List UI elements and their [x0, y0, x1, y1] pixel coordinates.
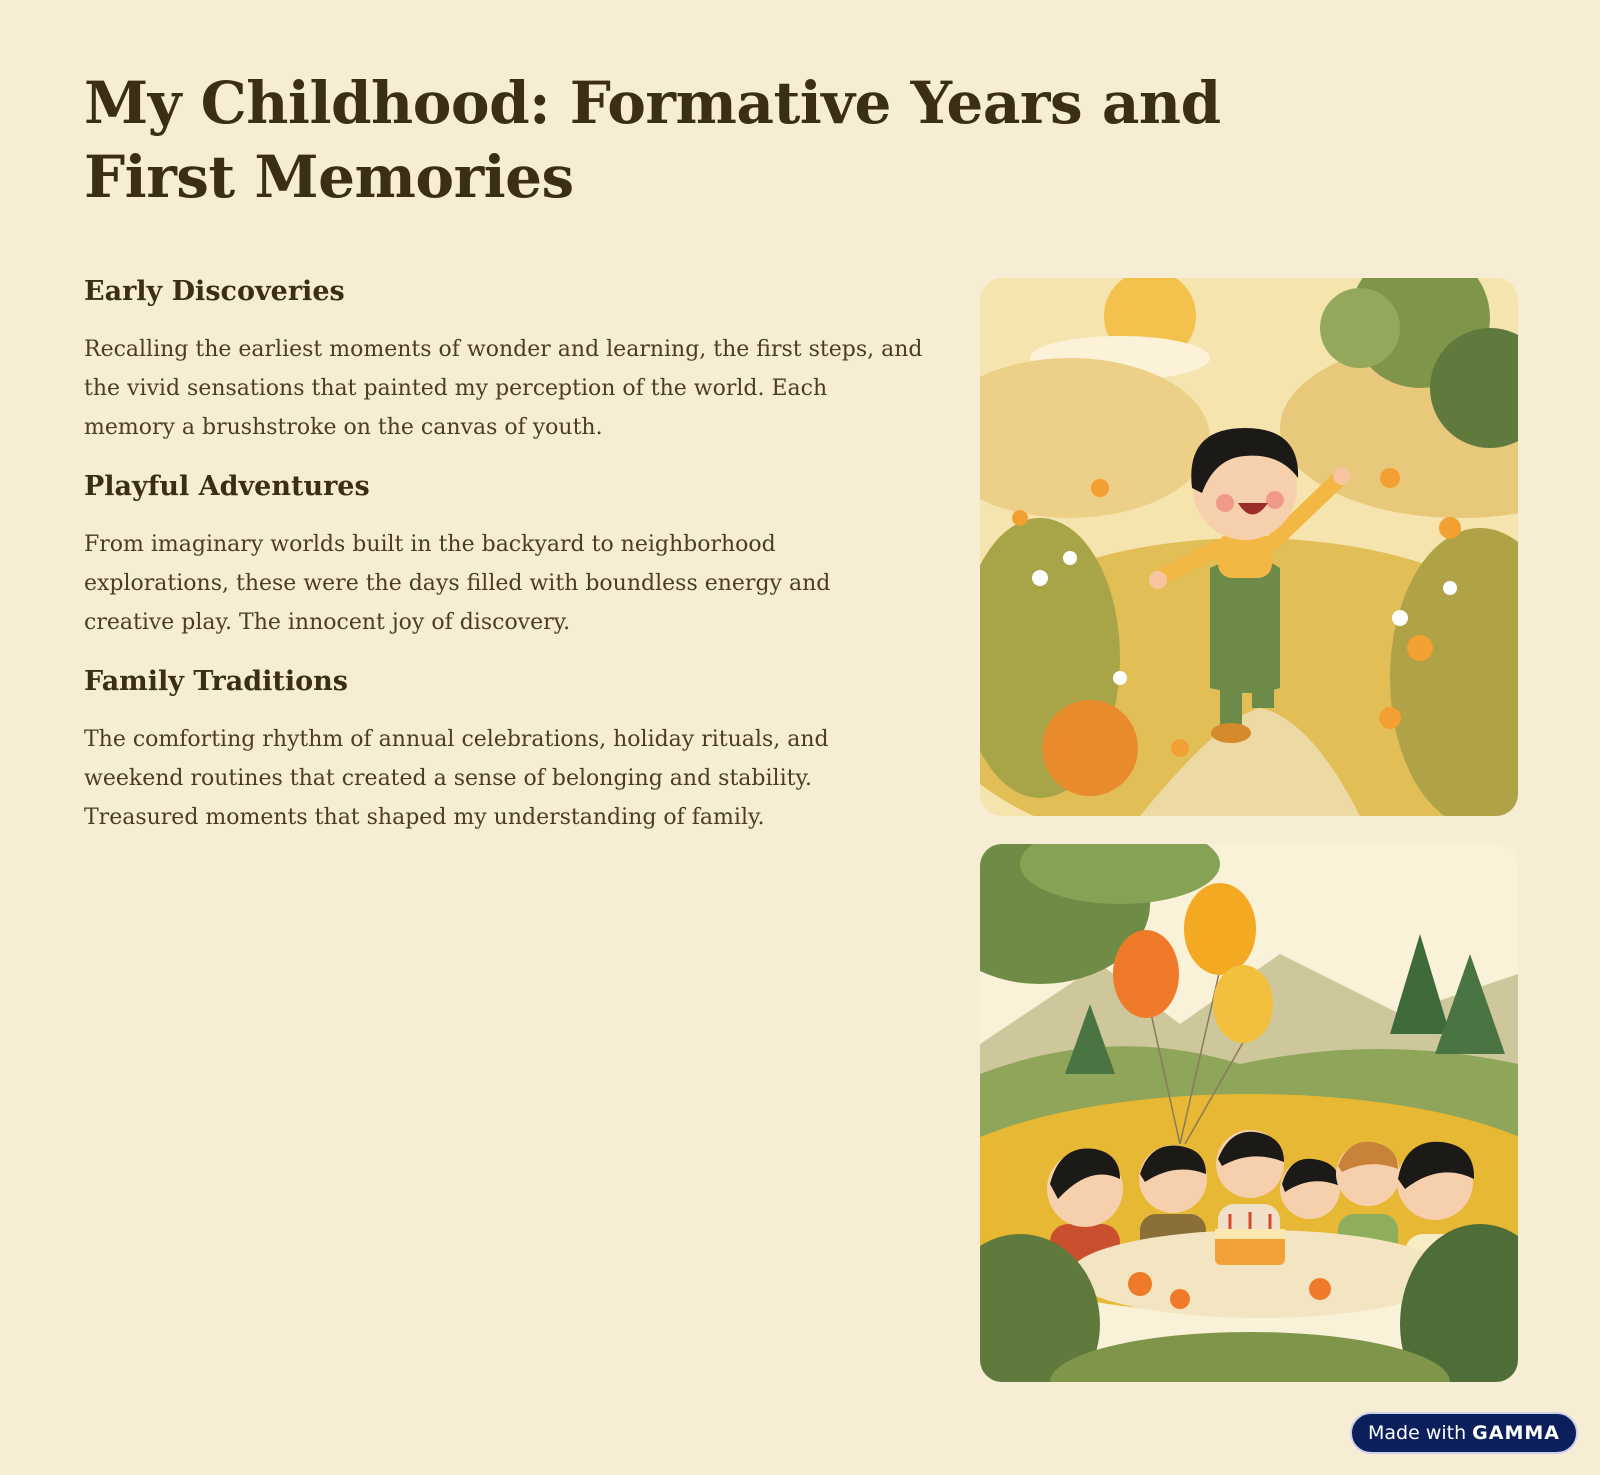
section-heading: Playful Adventures: [84, 471, 370, 502]
child-meadow-illustration: [980, 278, 1518, 816]
section-body: Recalling the earliest moments of wonder and learning, the first steps, and the vivid sensations that painted my perception of the world. Each memory a brushstroke on the canvas of youth.: [84, 337, 923, 440]
section-playful-adventures: [84, 467, 924, 642]
section-body: From imaginary worlds built in the backyard to neighborhood explorations, these were the days filled with boundless energy and creative play. The innocent joy of discovery.: [84, 532, 831, 635]
page-title: My Childhood: Formative Years and First Memories: [84, 69, 1221, 211]
gamma-logo: GAMMA: [1472, 1422, 1560, 1444]
made-with-gamma-badge[interactable]: [1350, 1412, 1578, 1454]
section-family-traditions: [84, 662, 924, 837]
family-picnic-illustration: [980, 844, 1518, 1382]
badge-prefix: Made with: [1368, 1422, 1467, 1444]
section-body: The comforting rhythm of annual celebrations, holiday rituals, and weekend routines that created a sense of belonging and stability. Treasured moments that shaped my understanding of family.: [84, 727, 829, 830]
text-column: [84, 272, 924, 857]
section-early-discoveries: [84, 272, 924, 447]
section-heading: Early Discoveries: [84, 276, 345, 307]
section-heading: Family Traditions: [84, 666, 348, 697]
